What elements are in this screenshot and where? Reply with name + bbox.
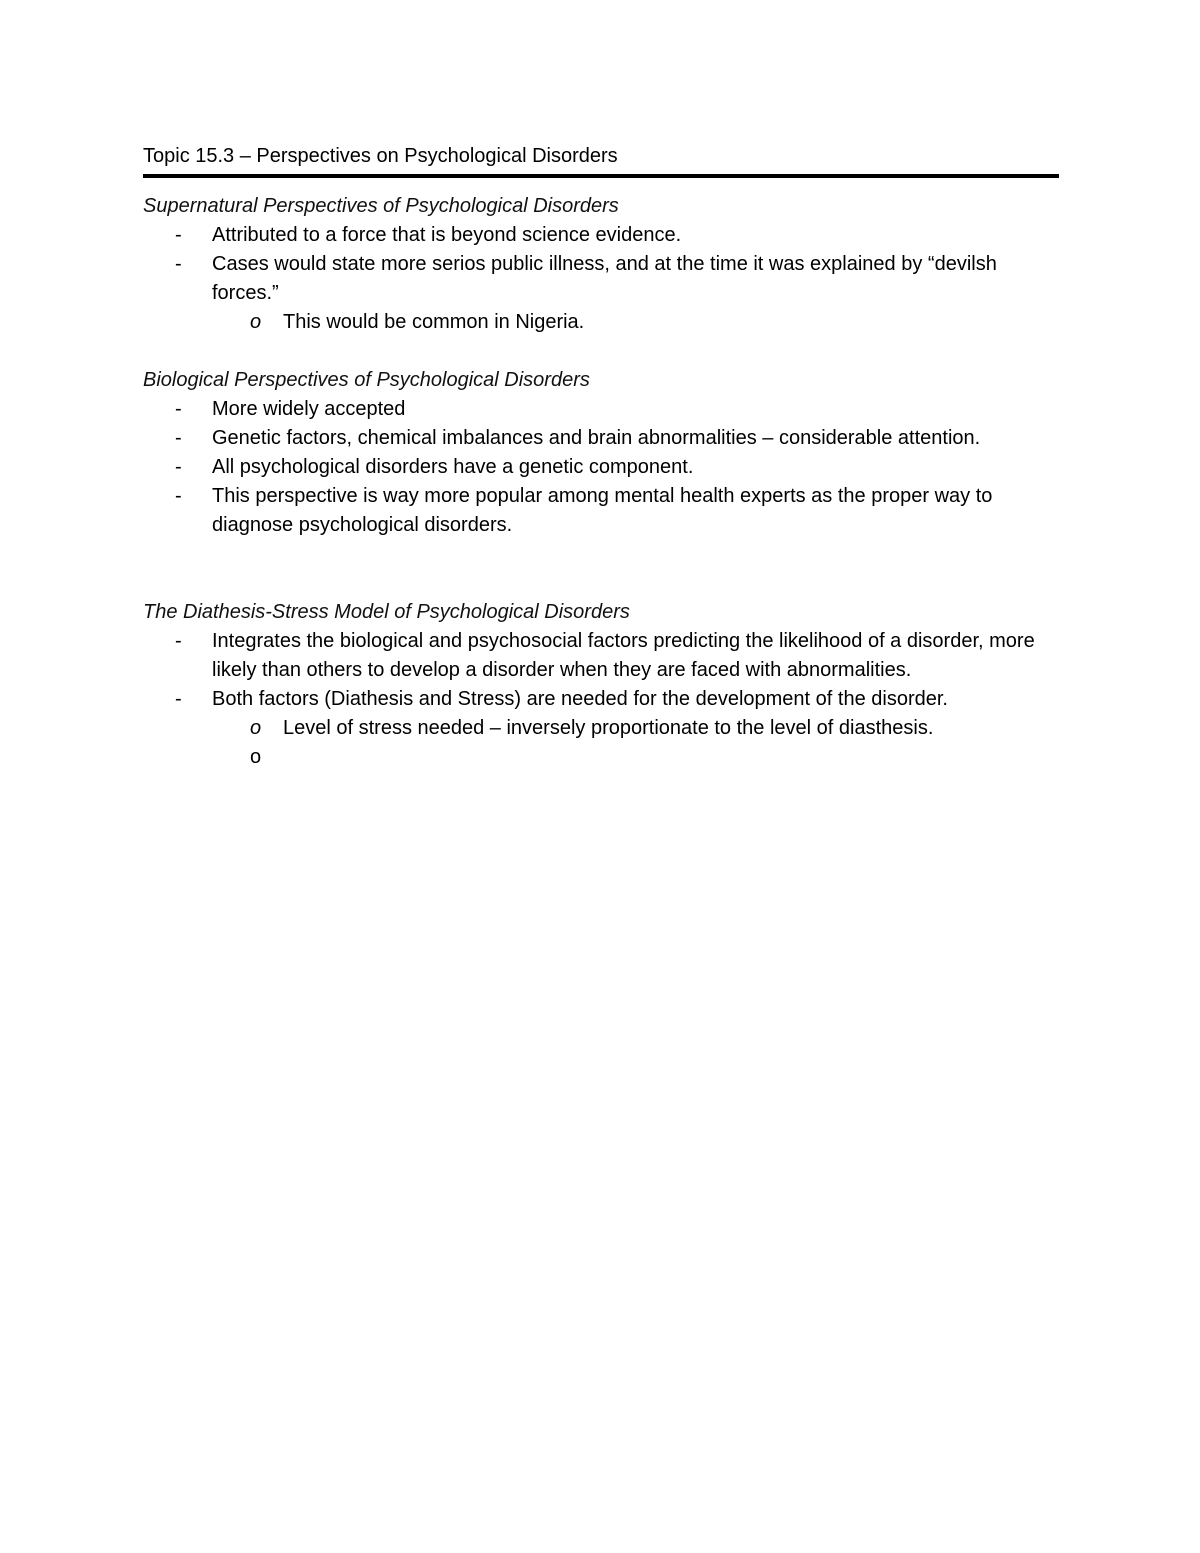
- dash-bullet: -: [175, 456, 182, 478]
- list-item: [143, 395, 1059, 424]
- section-biological: [143, 366, 1059, 540]
- list-item-text: Genetic factors, chemical imbalances and brain abnormalities – considerable attention.: [212, 427, 981, 449]
- section-heading: Biological Perspectives of Psychological Disorders: [143, 369, 590, 391]
- dash-bullet: -: [175, 253, 182, 275]
- section-diathesis-stress: [143, 598, 1059, 772]
- list-item: [143, 424, 1059, 453]
- dash-bullet: -: [175, 427, 182, 449]
- dash-bullet: -: [175, 398, 182, 420]
- list-item: [143, 685, 1059, 772]
- dash-bullet: -: [175, 224, 182, 246]
- list-item-text: This perspective is way more popular among mental health experts as the proper way to diagnose psychological disorders.: [212, 485, 993, 536]
- list-item-text: Both factors (Diathesis and Stress) are needed for the development of the disorder.: [212, 688, 948, 710]
- circle-bullet: o: [250, 717, 262, 739]
- list-item-text: Attributed to a force that is beyond science evidence.: [212, 224, 682, 246]
- circle-bullet: o: [250, 311, 262, 333]
- bullet-list: [143, 221, 1059, 337]
- page-title: Topic 15.3 – Perspectives on Psychological Disorders: [143, 145, 618, 167]
- list-item: [143, 221, 1059, 250]
- document-content: [143, 140, 1059, 772]
- circle-bullet: o: [250, 746, 262, 768]
- list-item-text: More widely accepted: [212, 398, 406, 420]
- list-item: [143, 482, 1059, 540]
- sub-list: [212, 308, 1059, 337]
- section-heading: The Diathesis-Stress Model of Psychological Disorders: [143, 601, 630, 623]
- list-item-text: Cases would state more serios public illness, and at the time it was explained by “devilsh forces.”: [212, 253, 997, 304]
- sub-list-item: [212, 743, 1059, 772]
- list-item-text: All psychological disorders have a genetic component.: [212, 456, 694, 478]
- list-item-text: Integrates the biological and psychosocial factors predicting the likelihood of a disorder, more likely than others to develop a disorder when they are faced with abnormalities.: [212, 630, 1035, 681]
- section-supernatural: [143, 192, 1059, 337]
- list-item: [143, 627, 1059, 685]
- bullet-list: [143, 395, 1059, 540]
- title-underline: [143, 174, 1059, 178]
- sub-list-item-text: This would be common in Nigeria.: [283, 311, 585, 333]
- bullet-list: [143, 627, 1059, 772]
- sub-list-item: [212, 714, 1059, 743]
- sub-list-item-text: Level of stress needed – inversely proportionate to the level of diasthesis.: [283, 717, 934, 739]
- sub-list: [212, 714, 1059, 772]
- list-item: [143, 453, 1059, 482]
- dash-bullet: -: [175, 485, 182, 507]
- list-item: [143, 250, 1059, 337]
- spacer: [143, 540, 1059, 598]
- spacer: [143, 337, 1059, 366]
- sub-list-item: [212, 308, 1059, 337]
- dash-bullet: -: [175, 688, 182, 710]
- section-heading: Supernatural Perspectives of Psychological Disorders: [143, 195, 619, 217]
- dash-bullet: -: [175, 630, 182, 652]
